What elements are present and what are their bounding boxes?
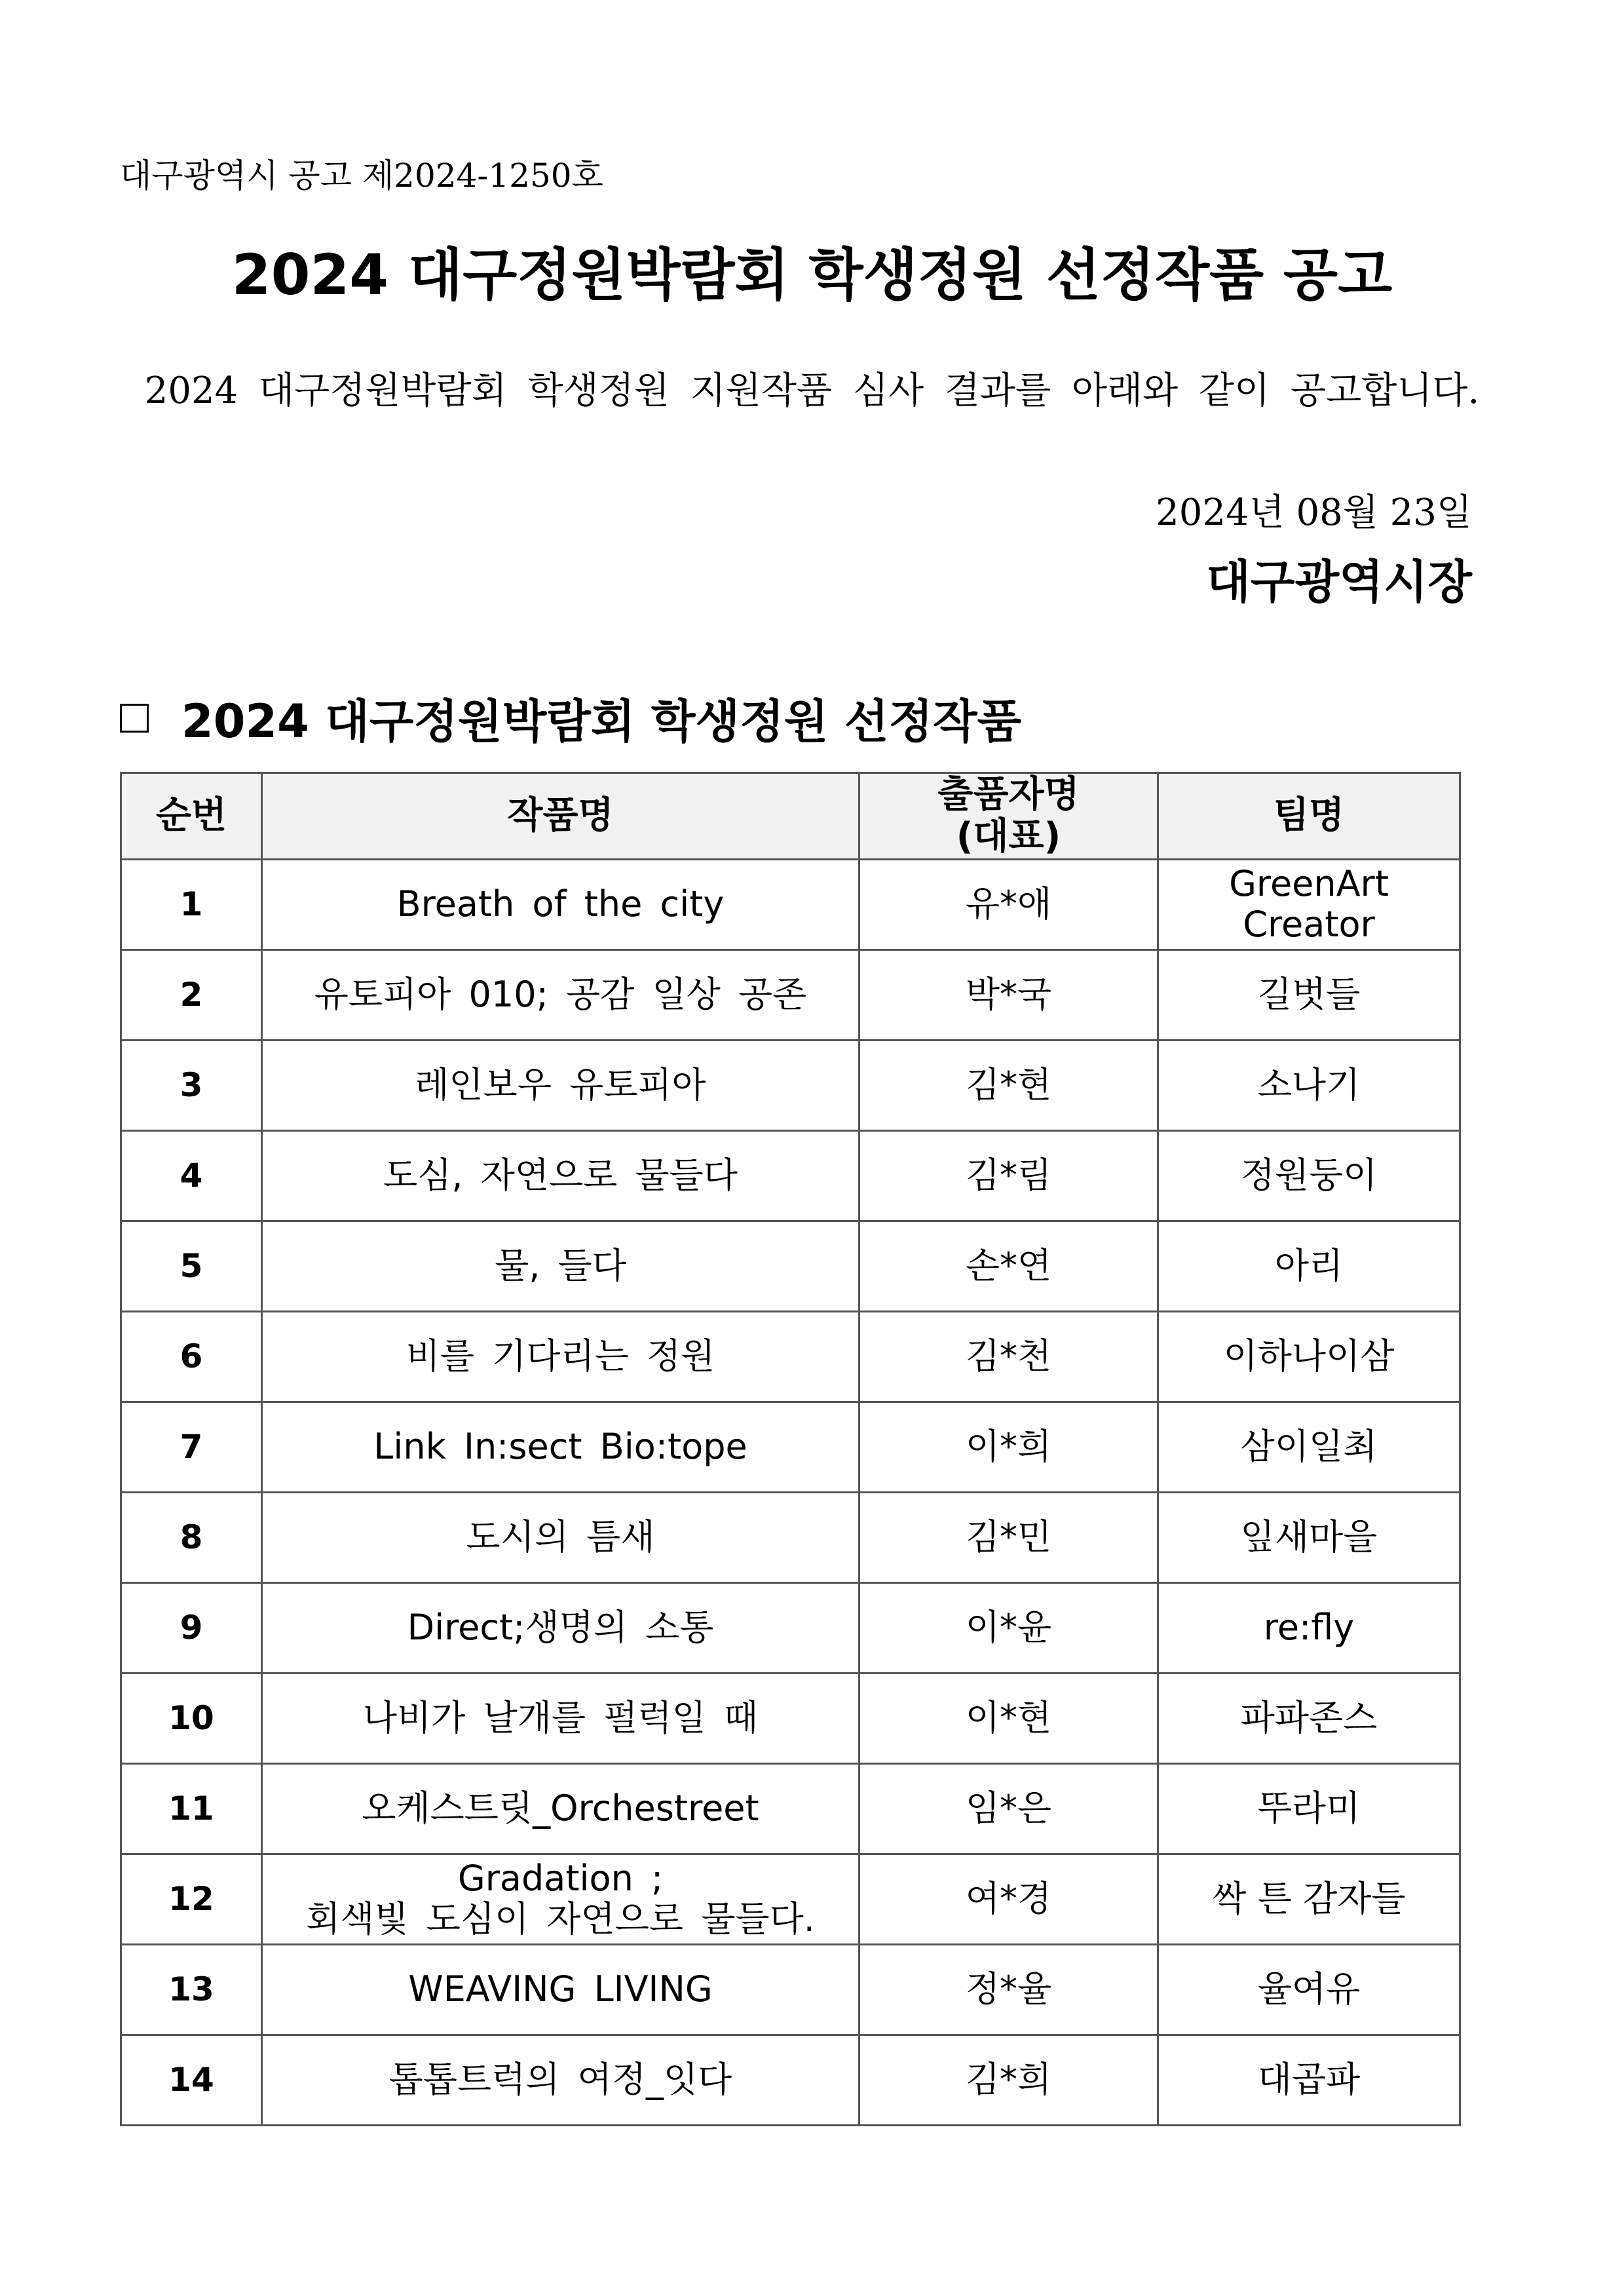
row-author: 여*경: [859, 1854, 1158, 1944]
row-number: 10: [121, 1673, 262, 1763]
row-author: 유*애: [859, 859, 1158, 949]
header-team: 팀명: [1158, 773, 1460, 860]
selection-table-container: [120, 772, 1459, 2126]
issuer: 대구광역시장: [1206, 555, 1472, 609]
row-number: 12: [121, 1854, 262, 1944]
intro-text: 2024 대구정원박람회 학생정원 지원작품 심사 결과를 아래와 같이 공고합니다.: [144, 370, 1480, 412]
table-row: [121, 2035, 1460, 2125]
row-author: 김*민: [859, 1492, 1158, 1582]
table-row: [121, 1040, 1460, 1130]
row-title: WEAVING LIVING: [262, 1944, 859, 2035]
header-author-line1: 출품자명: [937, 773, 1080, 816]
row-title: Direct;생명의 소통: [262, 1582, 859, 1673]
row-author: 김*희: [859, 2035, 1158, 2125]
row-author: 김*천: [859, 1311, 1158, 1402]
row-number: 8: [121, 1492, 262, 1582]
row-title: 톱톱트럭의 여정_잇다: [262, 2035, 859, 2125]
row-author: 임*은: [859, 1763, 1158, 1854]
row-team: 삼이일최: [1158, 1402, 1460, 1492]
row-team: 뚜라미: [1158, 1763, 1460, 1854]
row-number: 7: [121, 1402, 262, 1492]
row-author: 손*연: [859, 1221, 1158, 1311]
row-team: 싹 튼 감자들: [1158, 1854, 1460, 1944]
row-author: 이*희: [859, 1402, 1158, 1492]
table-row: [121, 1854, 1460, 1944]
header-number: 순번: [121, 773, 262, 860]
row-number: 2: [121, 949, 262, 1040]
row-team: 소나기: [1158, 1040, 1460, 1130]
row-title: 도시의 틈새: [262, 1492, 859, 1582]
header-author: [859, 773, 1158, 860]
table-row: [121, 1673, 1460, 1763]
row-author: 김*림: [859, 1130, 1158, 1221]
row-number: 1: [121, 859, 262, 949]
row-team: 길벗들: [1158, 949, 1460, 1040]
table-row: [121, 1492, 1460, 1582]
table-row: [121, 1402, 1460, 1492]
row-team: 정원둥이: [1158, 1130, 1460, 1221]
section-heading: [120, 685, 1021, 751]
row-team: 파파존스: [1158, 1673, 1460, 1763]
row-title: 나비가 날개를 펄럭일 때: [262, 1673, 859, 1763]
row-number: 11: [121, 1763, 262, 1854]
notice-number: 대구광역시 공고 제2024-1250호: [120, 157, 603, 195]
row-number: 9: [121, 1582, 262, 1673]
row-team: re:fly: [1158, 1582, 1460, 1673]
row-team: 아리: [1158, 1221, 1460, 1311]
table-row: [121, 1582, 1460, 1673]
section-title: 2024 대구정원박람회 학생정원 선정작품: [181, 695, 1022, 748]
row-title: Link In:sect Bio:tope: [262, 1402, 859, 1492]
row-title: 물, 들다: [262, 1221, 859, 1311]
table-row: [121, 1763, 1460, 1854]
row-author: 이*현: [859, 1673, 1158, 1763]
page-title: 2024 대구정원박람회 학생정원 선정작품 공고: [231, 242, 1393, 308]
row-number: 14: [121, 2035, 262, 2125]
table-header-row: [121, 773, 1460, 860]
row-number: 6: [121, 1311, 262, 1402]
row-number: 5: [121, 1221, 262, 1311]
row-team: GreenArt Creator: [1158, 859, 1460, 949]
table-row: [121, 949, 1460, 1040]
selection-table: [120, 772, 1461, 2126]
row-author: 정*율: [859, 1944, 1158, 2035]
table-row: [121, 859, 1460, 949]
row-title: 레인보우 유토피아: [262, 1040, 859, 1130]
table-row: [121, 1130, 1460, 1221]
row-number: 4: [121, 1130, 262, 1221]
table-body: [121, 859, 1460, 2125]
row-author: 김*현: [859, 1040, 1158, 1130]
row-title: Breath of the city: [262, 859, 859, 949]
header-title: 작품명: [262, 773, 859, 860]
row-number: 3: [121, 1040, 262, 1130]
row-team: 대곱파: [1158, 2035, 1460, 2125]
row-title: 비를 기다리는 정원: [262, 1311, 859, 1402]
row-team: 율여유: [1158, 1944, 1460, 2035]
row-number: 13: [121, 1944, 262, 2035]
row-author: 이*윤: [859, 1582, 1158, 1673]
table-row: [121, 1221, 1460, 1311]
checkbox-icon: [120, 704, 149, 733]
row-team: 이하나이삼: [1158, 1311, 1460, 1402]
row-title: 오케스트릿_Orchestreet: [262, 1763, 859, 1854]
header-author-line2: (대표): [956, 815, 1061, 858]
table-row: [121, 1311, 1460, 1402]
notice-date: 2024년 08월 23일: [1156, 491, 1472, 534]
row-team: 잎새마을: [1158, 1492, 1460, 1582]
row-title: 유토피아 010; 공감 일상 공존: [262, 949, 859, 1040]
row-title: Gradation ; 회색빛 도심이 자연으로 물들다.: [262, 1854, 859, 1944]
row-author: 박*국: [859, 949, 1158, 1040]
table-row: [121, 1944, 1460, 2035]
row-title: 도심, 자연으로 물들다: [262, 1130, 859, 1221]
